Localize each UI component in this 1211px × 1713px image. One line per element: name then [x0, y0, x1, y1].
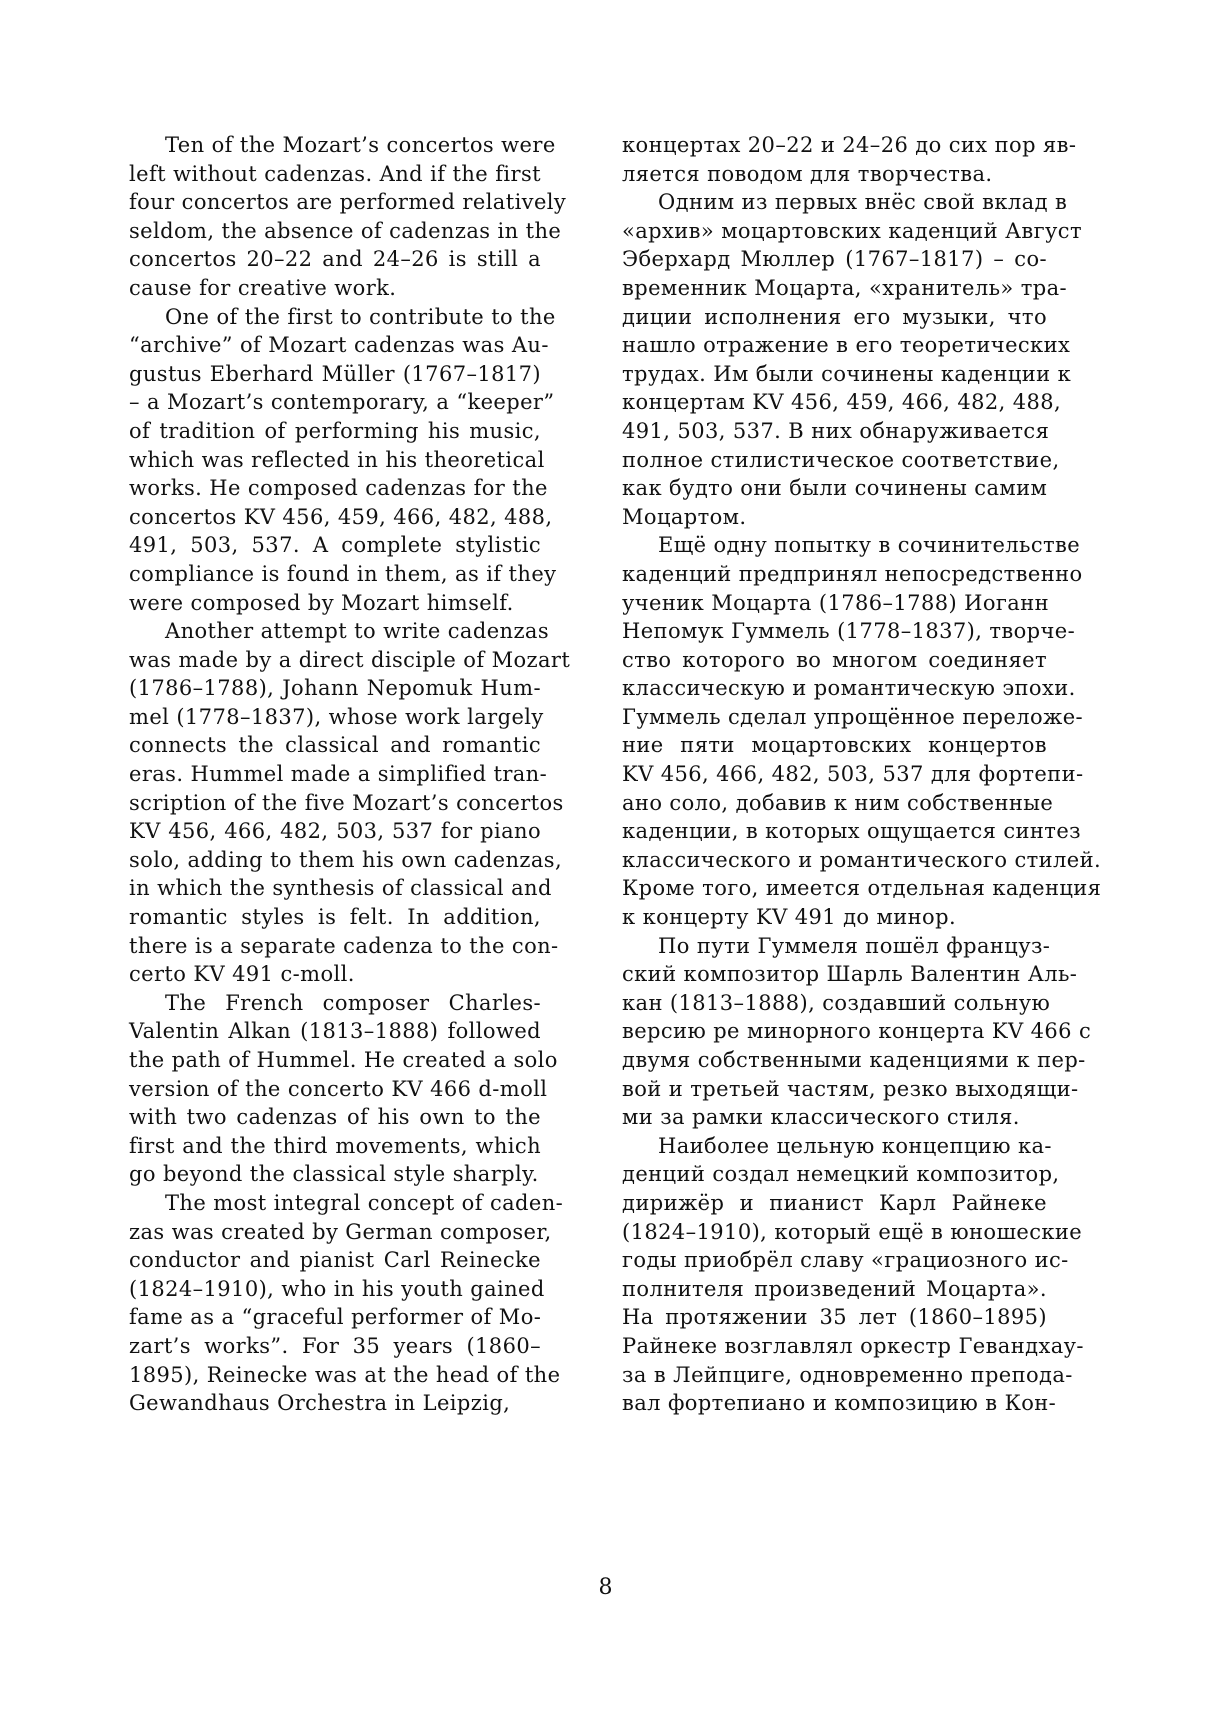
text-line: 491, 503, 537. A complete stylistic: [129, 533, 541, 558]
text-line: «архив» моцартовских каденций Август: [622, 218, 1082, 243]
text-line: there is a separate cadenza to the con-: [129, 933, 559, 958]
text-line: за в Лейпциге, одновременно препода-: [622, 1362, 1073, 1387]
text-line: дирижёр и пианист Карл Райнеке: [622, 1190, 1047, 1215]
text-line: концертах 20–22 и 24–26 до сих пор яв-: [622, 133, 1077, 157]
text-line: классического и романтического стилей.: [622, 847, 1102, 872]
text-line: вал фортепиано и композицию в Кон-: [622, 1391, 1057, 1416]
text-line: Одним из первых внёс свой вклад в: [658, 190, 1068, 215]
text-line: трудах. Им были сочинены каденции к: [622, 361, 1072, 386]
text-line: к концерту KV 491 до минор.: [622, 905, 957, 930]
text-line: полнителя произведений Моцарта».: [622, 1276, 1047, 1301]
text-line: version of the concerto KV 466 d-moll: [129, 1076, 548, 1101]
text-line: Ещё одну попытку в сочинительстве: [658, 533, 1081, 558]
text-line: ано соло, добавив к ним собственные: [622, 790, 1054, 815]
text-line: the path of Hummel. He created a solo: [129, 1048, 558, 1072]
text-line: concertos KV 456, 459, 466, 482, 488,: [129, 504, 553, 529]
text-line: mel (1778–1837), whose work largely: [129, 704, 544, 729]
text-line: concertos 20–22 and 24–26 is still a: [129, 247, 541, 272]
text-line: Гуммель сделал упрощённое переложе-: [622, 704, 1084, 729]
text-line: Непомук Гуммель (1778–1837), творче-: [622, 619, 1076, 644]
left-column-english: [129, 131, 571, 1418]
text-line: fame as a “graceful performer of Mo-: [129, 1305, 542, 1330]
text-line: One of the first to contribute to the: [165, 304, 556, 329]
text-line: (1824–1910), который ещё в юношеские: [622, 1219, 1083, 1244]
text-line: Эберхард Мюллер (1767–1817) – со-: [622, 247, 1047, 272]
text-line: compliance is found in them, as if they: [129, 561, 557, 586]
text-line: cause for creative work.: [129, 275, 397, 300]
text-line: временник Моцарта, «хранитель» тра-: [622, 275, 1068, 300]
text-line: go beyond the classical style sharply.: [129, 1162, 539, 1187]
text-line: диции исполнения его музыки, что: [622, 304, 1047, 329]
text-line: ми за рамки классического стиля.: [622, 1105, 1020, 1130]
text-line: was made by a direct disciple of Mozart: [129, 647, 571, 672]
text-line: with two cadenzas of his own to the: [129, 1105, 541, 1130]
text-line: На протяжении 35 лет (1860–1895): [622, 1305, 1047, 1330]
text-line: ние пяти моцартовских концертов: [622, 733, 1047, 758]
text-line: gustus Eberhard Müller (1767–1817): [129, 361, 541, 386]
text-line: of tradition of performing his music,: [129, 418, 541, 443]
text-line: Another attempt to write cadenzas: [165, 619, 550, 644]
text-line: каденций предпринял непосредственно: [622, 561, 1083, 586]
text-line: Gewandhaus Orchestra in Leipzig,: [129, 1391, 511, 1416]
text-line: Ten of the Mozart’s concertos were: [165, 133, 556, 157]
text-line: денций создал немецкий композитор,: [622, 1162, 1060, 1187]
text-line: which was reflected in his theoretical: [129, 447, 545, 472]
text-line: ляется поводом для творчества.: [622, 161, 993, 186]
text-line: conductor and pianist Carl Reinecke: [129, 1248, 541, 1273]
page-number: 8: [598, 1575, 613, 1600]
text-line: Valentin Alkan (1813–1888) followed: [129, 1019, 541, 1044]
text-line: first and the third movements, which: [129, 1133, 541, 1158]
text-line: каденции, в которых ощущается синтез: [622, 819, 1081, 844]
text-line: ство которого во многом соединяет: [622, 647, 1047, 672]
text-line: were composed by Mozart himself.: [129, 590, 514, 615]
text-line: zart’s works”. For 35 years (1860–: [129, 1333, 541, 1358]
text-line: Наиболее цельную концепцию ка-: [658, 1133, 1052, 1158]
text-line: works. He composed cadenzas for the: [129, 476, 548, 501]
text-line: ученик Моцарта (1786–1788) Иоганн: [622, 590, 1050, 615]
text-line: eras. Hummel made a simplified tran-: [129, 762, 548, 787]
text-line: кан (1813–1888), создавший сольную: [622, 990, 1051, 1015]
text-line: romantic styles is felt. In addition,: [129, 905, 541, 930]
text-line: 1895), Reinecke was at the head of the: [129, 1362, 561, 1387]
text-line: вой и третьей частям, резко выходящи-: [622, 1076, 1079, 1101]
text-line: left without cadenzas. And if the first: [129, 161, 541, 186]
text-line: certo KV 491 c-moll.: [129, 962, 355, 987]
text-line: Райнеке возглавлял оркестр Гевандхау-: [622, 1333, 1084, 1358]
text-line: как будто они были сочинены самим: [622, 476, 1048, 501]
text-line: Кроме того, имеется отдельная каденция: [622, 876, 1102, 901]
text-line: 491, 503, 537. В них обнаруживается: [622, 418, 1050, 443]
text-line: solo, adding to them his own cadenzas,: [129, 847, 563, 872]
text-line: seldom, the absence of cadenzas in the: [129, 218, 562, 243]
text-line: The most integral concept of caden-: [165, 1190, 564, 1215]
text-line: нашло отражение в его теоретических: [622, 333, 1071, 358]
text-line: полное стилистическое соответствие,: [622, 447, 1060, 472]
text-line: KV 456, 466, 482, 503, 537 для фортепи-: [622, 762, 1084, 787]
text-line: connects the classical and romantic: [129, 733, 541, 758]
text-line: scription of the five Mozart’s concertos: [129, 790, 564, 815]
text-line: версию ре минорного концерта KV 466 с: [622, 1019, 1092, 1044]
text-line: – a Mozart’s contemporary, a “keeper”: [129, 390, 555, 415]
text-line: “archive” of Mozart cadenzas was Au-: [129, 333, 549, 358]
text-line: in which the synthesis of classical and: [129, 876, 552, 901]
text-line: The French composer Charles-: [165, 990, 541, 1015]
text-line: Моцартом.: [622, 504, 747, 529]
text-line: four concertos are performed relatively: [129, 190, 567, 215]
text-line: (1786–1788), Johann Nepomuk Hum-: [129, 676, 541, 701]
text-line: По пути Гуммеля пошёл француз-: [658, 933, 1051, 958]
text-line: zas was created by German composer,: [129, 1219, 552, 1244]
text-line: двумя собственными каденциями к пер-: [622, 1048, 1086, 1072]
text-line: (1824–1910), who in his youth gained: [129, 1276, 545, 1301]
text-line: KV 456, 466, 482, 503, 537 for piano: [129, 819, 541, 844]
text-line: ский композитор Шарль Валентин Аль-: [622, 962, 1078, 987]
right-column-russian: [622, 131, 1102, 1418]
text-line: годы приобрёл славу «грациозного ис-: [622, 1248, 1069, 1273]
text-line: классическую и романтическую эпохи.: [622, 676, 1076, 701]
text-line: концертам KV 456, 459, 466, 482, 488,: [622, 390, 1062, 415]
